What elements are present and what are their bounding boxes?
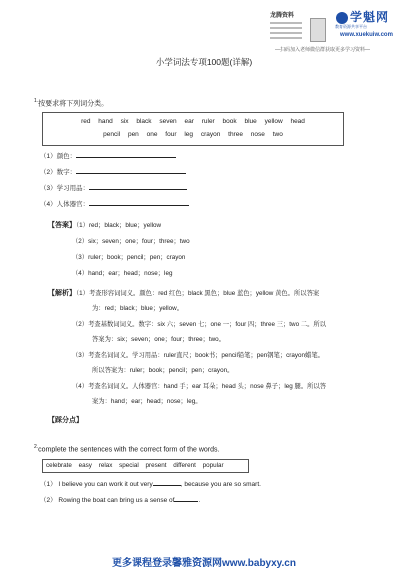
q1-blank-4 xyxy=(40,198,189,209)
brand-url: www.xuekuiw.com xyxy=(340,32,393,38)
q2-instruction-text: complete the sentences with the correct form of the words. xyxy=(38,446,220,454)
q1-answer-1 xyxy=(48,221,161,230)
q1-blank-3 xyxy=(40,182,187,193)
word: celebrate xyxy=(46,462,72,469)
word: book xyxy=(222,118,237,125)
word: ruler xyxy=(201,118,215,125)
word: crayon xyxy=(200,131,221,138)
brand-name: 学魁网 xyxy=(350,10,390,24)
q1-analysis-1b: 为：red；black；blue；yellow。 xyxy=(92,305,183,312)
word: hand xyxy=(98,118,113,125)
word: head xyxy=(290,118,305,125)
q2-item-1 xyxy=(40,478,261,489)
word: pen xyxy=(127,131,139,138)
answer-blank[interactable] xyxy=(174,494,201,504)
word: present xyxy=(145,462,167,469)
brand-logo-icon xyxy=(336,12,348,24)
q1-word-row-2 xyxy=(43,130,343,139)
brand-logo xyxy=(336,8,389,25)
word: nose xyxy=(250,131,265,138)
q1-answer-2: （2）six；seven；one；four；three；two xyxy=(72,238,190,245)
word: red xyxy=(81,118,91,125)
word: six xyxy=(120,118,129,125)
word: one xyxy=(146,131,158,138)
q1-answer-3: （3）ruler；book；pencil；pen；crayon xyxy=(72,254,186,261)
brand-subtitle: 教育资源共享平台 xyxy=(335,24,367,29)
footer-banner[interactable]: 更多课程登录馨雅资源网www.babyxy.cn xyxy=(112,558,296,569)
answer-blank[interactable] xyxy=(76,150,176,158)
blank-label: （3）学习用品： xyxy=(40,185,90,192)
word: different xyxy=(173,462,196,469)
blank-label: （1）颜色： xyxy=(40,153,77,160)
q1-analysis-3a: （3）考查名词词义。学习用品：ruler直尺；book书；pencil铅笔；pen钢笔；crayon蜡笔。 xyxy=(72,352,324,359)
word: easy xyxy=(78,462,92,469)
word: ear xyxy=(184,118,194,125)
word: black xyxy=(136,118,152,125)
q1-blank-2 xyxy=(40,166,186,177)
q1-instruction xyxy=(34,98,108,108)
q2-number: 2. xyxy=(34,444,39,450)
sentence-end: . xyxy=(198,497,201,504)
blank-label: （2）数字： xyxy=(40,169,77,176)
analysis-title: 【解析】 xyxy=(48,290,76,297)
word: two xyxy=(272,131,283,138)
q1-analysis-1a xyxy=(48,289,319,298)
blank-label: （4）人体器官： xyxy=(40,201,90,208)
word: leg xyxy=(184,131,193,138)
q2-item-2 xyxy=(40,494,200,505)
q1-analysis-3b: 所以答案为：ruler；book；pencil；pen；crayon。 xyxy=(92,367,234,374)
word: special xyxy=(119,462,139,469)
q1-word-box xyxy=(42,112,344,146)
q1-answer-4: （4）hand；ear；head；nose；leg xyxy=(72,270,173,277)
q1-score-points: 【踩分点】 xyxy=(48,417,83,424)
q1-analysis-4a: （4）考查名词词义。人体器官：hand 手；ear 耳朵；head 头；nose 鼻子；leg 腿。所以答 xyxy=(72,383,327,390)
q1-instruction-text: 按要求将下列词分类。 xyxy=(38,100,109,108)
word: blue xyxy=(244,118,257,125)
answer-title: 【答案】 xyxy=(48,222,76,229)
answer-blank[interactable] xyxy=(89,198,189,206)
q1-analysis-2b: 答案为：six；seven；one；four；three；two。 xyxy=(92,336,225,343)
word: seven xyxy=(159,118,177,125)
q1-word-row-1 xyxy=(43,117,343,126)
word: popular xyxy=(202,462,224,469)
page-title: 小学词法专项100题(详解) xyxy=(155,57,253,67)
sentence-end: , because you are so smart. xyxy=(180,481,261,488)
analysis-line: （1）考查形容词词义。颜色：red 红色；black 黑色；blue 蓝色；yellow 黄色。所以答案 xyxy=(76,290,320,297)
q1-number: 1. xyxy=(34,98,39,104)
partner-logo-text: 龙腾资料 xyxy=(270,12,295,19)
sentence-start: （2） Rowing the boat can bring us a sense of xyxy=(40,497,175,504)
qr-code-icon xyxy=(310,18,326,42)
q2-word-box xyxy=(42,459,249,473)
q1-blank-1 xyxy=(40,150,176,161)
q1-analysis-2a: （2）考查基数词词义。数字：six 六；seven 七；one 一；four 四；three 三；two 二。所以 xyxy=(72,321,327,328)
word: yellow xyxy=(264,118,283,125)
header-tagline: —扫码加入老师微信群获取更多学习资料— xyxy=(275,47,371,53)
word: pencil xyxy=(103,131,121,138)
q2-instruction xyxy=(34,444,219,453)
word: three xyxy=(228,131,243,138)
sentence-start: （1） I believe you can work it out very xyxy=(40,481,153,488)
answer-blank[interactable] xyxy=(153,478,181,486)
word: relax xyxy=(98,462,113,469)
answer-blank[interactable] xyxy=(89,182,187,190)
word: four xyxy=(165,131,177,138)
answer-blank[interactable] xyxy=(76,166,186,174)
answer-line: （1）red；black；blue；yellow xyxy=(76,222,162,229)
q1-analysis-4b: 案为：hand；ear；head；nose；leg。 xyxy=(92,398,202,405)
